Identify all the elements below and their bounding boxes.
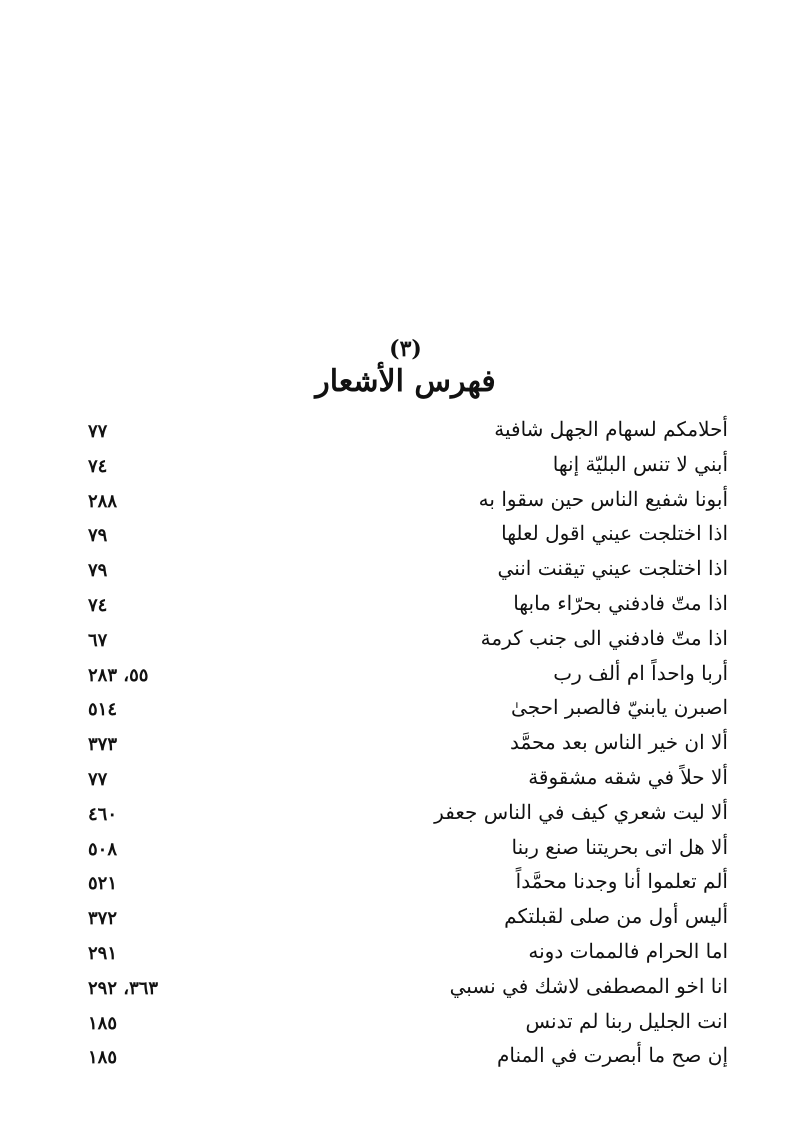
page-references: ٣٧٣ bbox=[88, 734, 118, 756]
verse-incipit: اذا متّ فادفني الى جنب كرمة bbox=[480, 625, 728, 650]
index-entry bbox=[88, 969, 728, 1004]
page-references: ١٨٥ bbox=[88, 1047, 118, 1069]
index-entry bbox=[88, 760, 728, 795]
index-entry bbox=[88, 1038, 728, 1073]
page-references: ٧٧ bbox=[88, 421, 108, 442]
page-references: ٢٨٨ bbox=[88, 490, 118, 512]
index-entry bbox=[88, 795, 728, 830]
index-entry bbox=[88, 656, 728, 691]
verse-incipit: أبونا شفيع الناس حين سقوا به bbox=[478, 486, 728, 511]
index-entry bbox=[88, 690, 728, 725]
page-references: ٧٩ bbox=[88, 525, 108, 547]
index-entry bbox=[88, 586, 728, 621]
page-references: ١٨٥ bbox=[88, 1012, 118, 1034]
page-references: ٧٤ bbox=[88, 594, 108, 616]
page-references: ٤٦٠ bbox=[88, 803, 118, 825]
verse-incipit: ألا حلاً في شقه مشقوقة bbox=[528, 764, 728, 789]
verse-incipit: أحلامكم لسهام الجهل شافية bbox=[494, 417, 728, 441]
page-references: ٥٥، ٢٨٣ bbox=[88, 664, 149, 686]
verse-incipit: أربا واحداً ام ألف رب bbox=[553, 660, 728, 685]
page-references: ٥٢١ bbox=[88, 873, 118, 895]
page-references: ٣٦٣، ٢٩٢ bbox=[88, 977, 159, 999]
verse-incipit: أليس أول من صلى لقبلتكم bbox=[504, 904, 728, 929]
verse-incipit: انا اخو المصطفى لاشك في نسبي bbox=[449, 973, 728, 998]
verse-incipit: ألا هل اتى بحريتنا صنع ربنا bbox=[511, 834, 728, 859]
verse-incipit: اما الحرام فالممات دونه bbox=[528, 938, 728, 963]
verse-incipit: اذا متّ فادفني بحرّاء مابها bbox=[513, 590, 728, 615]
verse-incipit: ألا ان خير الناس بعد محمَّد bbox=[509, 730, 728, 755]
index-entry bbox=[88, 482, 728, 517]
poetry-index-list bbox=[88, 412, 728, 1073]
verse-incipit: اصبرن يابنيّ فالصبر احجىٰ bbox=[511, 695, 728, 720]
verse-incipit: أبني لا تنس البليّة إنها bbox=[552, 451, 728, 476]
page-references: ٧٤ bbox=[88, 455, 108, 477]
index-entry bbox=[88, 447, 728, 482]
verse-incipit: اذا اختلجت عيني تيقنت انني bbox=[497, 556, 728, 581]
page-title: فهرس الأشعار bbox=[315, 364, 496, 399]
index-entry bbox=[88, 551, 728, 586]
page-references: ٦٧ bbox=[88, 629, 108, 651]
page-references: ٥١٤ bbox=[88, 699, 118, 721]
index-entry bbox=[88, 621, 728, 656]
index-entry bbox=[88, 934, 728, 969]
section-number: (٣) bbox=[389, 336, 422, 362]
verse-incipit: ألا ليت شعري كيف في الناس جعفر bbox=[434, 799, 728, 824]
page-references: ٧٧ bbox=[88, 768, 108, 790]
page-references: ٧٩ bbox=[88, 560, 108, 582]
verse-incipit: ألم تعلموا أنا وجدنا محمَّداً bbox=[515, 869, 728, 894]
page-references: ٣٧٢ bbox=[88, 908, 118, 930]
index-entry bbox=[88, 1004, 728, 1039]
index-entry bbox=[88, 412, 728, 447]
index-entry bbox=[88, 725, 728, 760]
page-references: ٥٠٨ bbox=[88, 838, 118, 860]
verse-incipit: اذا اختلجت عيني اقول لعلها bbox=[501, 521, 728, 546]
verse-incipit: إن صح ما أبصرت في المنام bbox=[496, 1043, 728, 1068]
index-entry bbox=[88, 516, 728, 551]
index-entry bbox=[88, 864, 728, 899]
page-references: ٢٩١ bbox=[88, 942, 118, 964]
index-entry bbox=[88, 899, 728, 934]
verse-incipit: انت الجليل ربنا لم تدنس bbox=[525, 1008, 728, 1033]
index-entry bbox=[88, 830, 728, 865]
